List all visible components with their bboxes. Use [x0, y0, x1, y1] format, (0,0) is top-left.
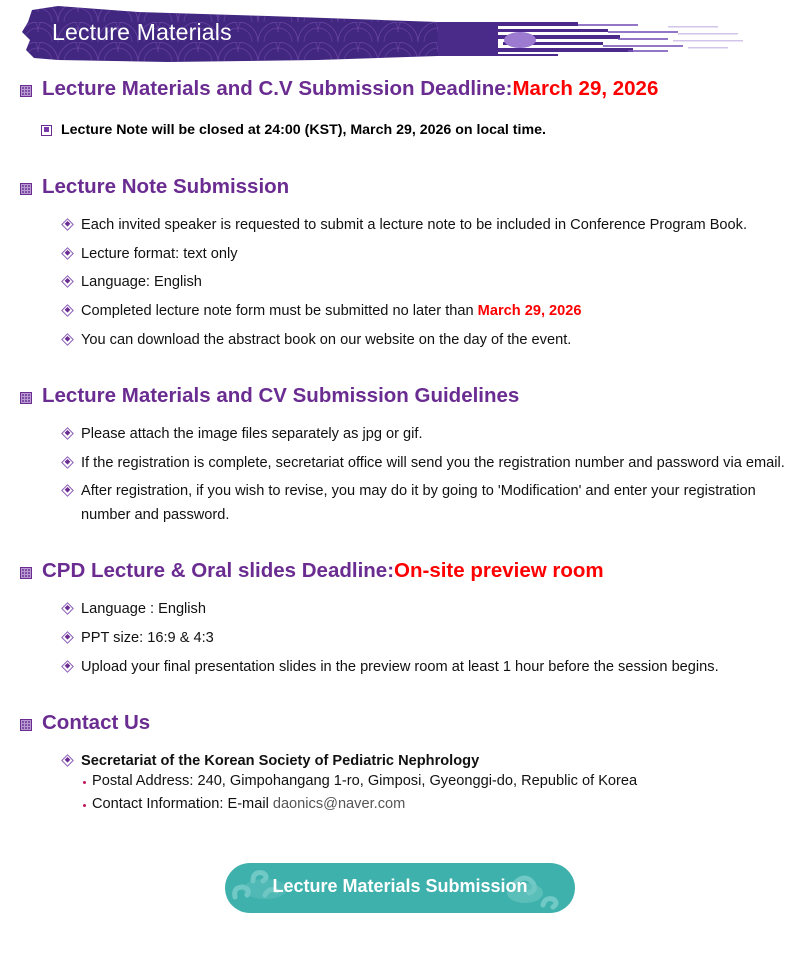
list-item-text: You can download the abstract book on our website on the day of the event.: [81, 332, 572, 348]
deadline-date: March 29, 2026: [477, 303, 582, 319]
contact-label: Contact Information: E-mail: [92, 796, 269, 812]
list-item-text: If the registration is complete, secretariat office will send you the registration number and password via email.: [81, 455, 785, 471]
list-item-text: Each invited speaker is requested to submit a lecture note to be included in Conference Program Book.: [81, 217, 748, 233]
lecture-materials-submission-button[interactable]: [225, 863, 575, 913]
diamond-bullet-icon: [61, 247, 74, 260]
postal-address: [83, 773, 637, 789]
list-item: [60, 299, 790, 323]
page-banner: [18, 2, 758, 64]
diamond-bullet-icon: [61, 631, 74, 644]
diamond-bullet-icon: [61, 484, 74, 497]
dot-bullet-icon: [83, 781, 86, 784]
diamond-bullet-icon: [61, 660, 74, 673]
grid-square-icon: [20, 567, 32, 579]
heading-text: Lecture Note Submission: [42, 175, 290, 198]
heading-text: Lecture Materials and CV Submission Guidelines: [42, 384, 520, 407]
list-item-text: Please attach the image files separately as jpg or gif.: [81, 426, 423, 442]
deadline-date: March 29, 2026: [512, 77, 659, 100]
list-item: [60, 655, 790, 679]
list-item: [60, 328, 790, 352]
diamond-bullet-icon: [61, 333, 74, 346]
cpd-location: On-site preview room: [394, 559, 604, 582]
list-item: [60, 213, 790, 237]
postal-address-text: Postal Address: 240, Gimpohangang 1-ro, Gimposi, Gyeonggi-do, Republic of Korea: [92, 773, 638, 789]
organization-name: Secretariat of the Korean Society of Pediatric Nephrology: [81, 753, 480, 769]
square-bullet-icon: [41, 125, 52, 136]
banner-title: Lecture Materials: [52, 19, 232, 45]
closing-note: [41, 122, 546, 138]
heading-text: CPD Lecture & Oral slides Deadline:: [42, 559, 395, 582]
grid-square-icon: [20, 719, 32, 731]
list-item-text: After registration, if you wish to revise, you may do it by going to 'Modification' and enter your registration number and password.: [81, 483, 756, 523]
dot-bullet-icon: [83, 804, 86, 807]
contact-organization: [60, 749, 790, 773]
diamond-bullet-icon: [61, 275, 74, 288]
submit-button-label: Lecture Materials Submission: [272, 876, 528, 896]
list-item-text: Lecture format: text only: [81, 246, 238, 262]
list-item-text-main: Completed lecture note form must be submitted no later than: [81, 303, 478, 319]
diamond-bullet-icon: [61, 304, 74, 317]
list-item: [60, 626, 790, 650]
diamond-bullet-icon: [61, 602, 74, 615]
list-item: [60, 479, 790, 527]
section-heading-deadline: [20, 77, 658, 101]
list-item: [60, 451, 790, 475]
list-item-text: [81, 299, 582, 323]
diamond-bullet-icon: [61, 218, 74, 231]
list-item: [60, 597, 790, 621]
list-item-text: Upload your final presentation slides in the preview room at least 1 hour before the session begins.: [81, 659, 719, 675]
email-link[interactable]: daonics@naver.com: [272, 796, 406, 812]
closing-note-text: Lecture Note will be closed at 24:00 (KST), March 29, 2026 on local time.: [61, 122, 546, 138]
section-heading-lecture-note: [20, 175, 289, 199]
heading-text: Contact Us: [42, 711, 151, 734]
heading-text: Lecture Materials and C.V Submission Deadline:: [42, 77, 513, 100]
section-heading-contact: [20, 711, 150, 735]
list-item: [60, 242, 790, 266]
section-heading-cpd: [20, 559, 604, 583]
diamond-bullet-icon: [61, 754, 74, 767]
diamond-bullet-icon: [61, 456, 74, 469]
contact-information: [83, 796, 405, 812]
list-item-text: PPT size: 16:9 & 4:3: [81, 630, 214, 646]
list-item: [60, 270, 790, 294]
list-item-text: Language : English: [81, 601, 206, 617]
grid-square-icon: [20, 85, 32, 97]
section-heading-guidelines: [20, 384, 519, 408]
diamond-bullet-icon: [61, 427, 74, 440]
grid-square-icon: [20, 183, 32, 195]
list-item-text: Language: English: [81, 274, 202, 290]
grid-square-icon: [20, 392, 32, 404]
list-item: [60, 422, 790, 446]
